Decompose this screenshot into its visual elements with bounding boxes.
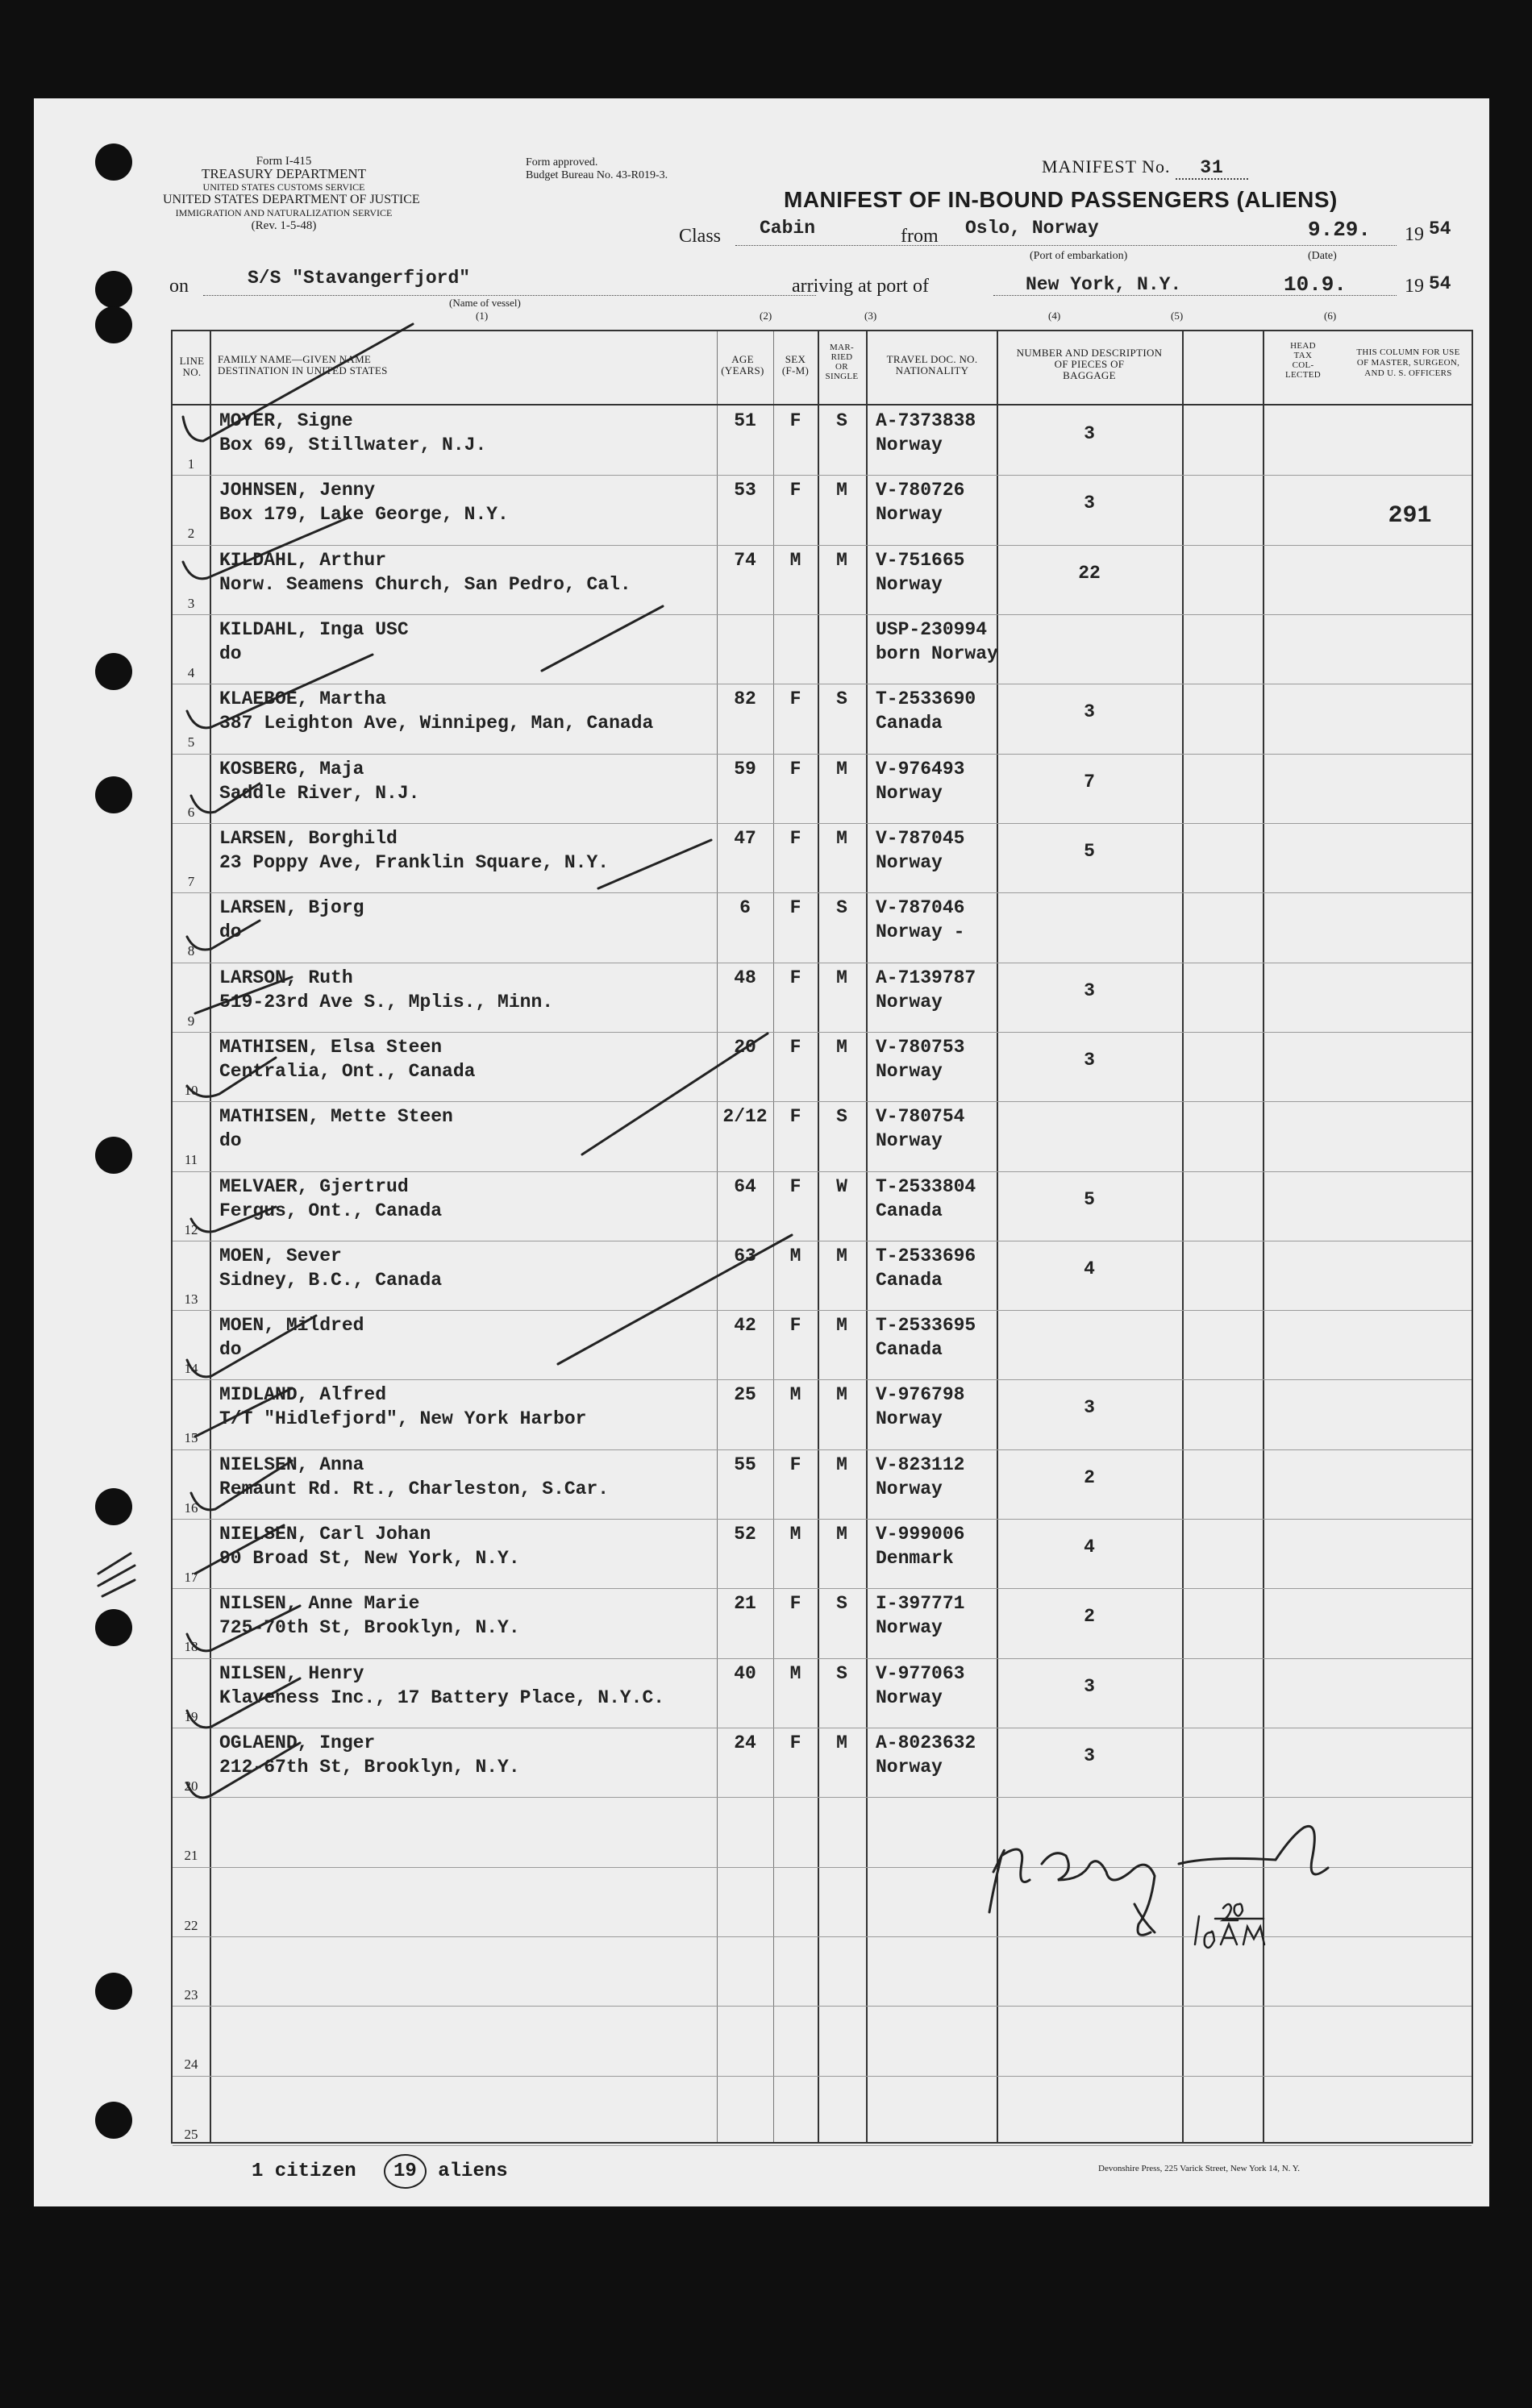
passenger-sex: F [789,1175,801,1197]
hdr-head-tax: HEAD TAX COL- LECTED [1285,341,1321,380]
baggage-count: 22 [1078,562,1101,584]
nationality: Norway [876,782,943,804]
passenger-name: MATHISEN, Mette Steen [219,1106,453,1128]
passenger-destination: do [219,921,242,943]
nationality: Norway [876,435,943,455]
travel-doc-number: A-7373838 [876,410,976,431]
passenger-name: MIDLAND, Alfred [219,1384,387,1406]
col-num-5: (5) [1171,310,1184,322]
passenger-sex: F [789,1315,801,1337]
marital-status: M [836,1315,847,1337]
passenger-name: MATHISEN, Elsa Steen [219,1036,443,1058]
passenger-age: 82 [734,688,756,710]
passenger-sex: F [789,480,801,501]
row-line-number: 12 [184,1221,198,1237]
nationality: Norway [876,1408,943,1430]
marital-status: M [836,1524,847,1545]
table-row [173,1032,1472,1102]
class-line: Class [679,226,722,247]
depart-date: 9.29. [1308,218,1372,242]
passenger-sex: M [789,549,801,571]
passenger-destination: do [219,643,242,664]
travel-doc-number: V-751665 [876,549,965,571]
table-row [173,405,1472,476]
passenger-sex: M [789,1524,801,1545]
row-line-number: 22 [184,1917,198,1933]
passenger-destination: do [219,1130,242,1152]
nationality: Canada [876,1269,943,1291]
baggage-count: 3 [1084,979,1095,1001]
travel-doc-number: T-2533804 [876,1175,976,1197]
travel-doc-number: V-976798 [876,1384,965,1406]
form-number: Form I-415 [256,155,312,168]
passenger-destination: Norw. Seamens Church, San Pedro, Cal. [219,573,631,595]
table-row [173,1310,1472,1380]
passenger-name: KILDAHL, Arthur [219,549,387,571]
citizen-count: 1 citizen [252,2161,356,2182]
ins-service: IMMIGRATION AND NATURALIZATION SERVICE [175,207,393,218]
baggage-count: 2 [1084,1606,1095,1628]
passenger-age: 59 [734,758,756,780]
hdr-sex: SEX (F-M) [781,353,810,376]
row-line-number: 13 [184,1291,198,1307]
marital-status: M [836,1036,847,1058]
travel-doc-number: A-7139787 [876,967,976,988]
officer-note: 291 [1388,502,1432,530]
marital-status: M [836,758,847,780]
marital-status: S [836,1106,847,1128]
row-line-number: 6 [187,804,195,820]
passenger-age: 6 [739,897,751,919]
footer-totals [252,2154,508,2189]
passenger-name: NILSEN, Henry [219,1662,364,1684]
travel-doc-number: V-999006 [876,1524,965,1545]
passenger-name: MOYER, Signe [219,410,353,431]
col-num-4: (4) [1048,310,1061,322]
travel-doc-number: T-2533695 [876,1315,976,1337]
travel-doc-number: V-780726 [876,480,965,501]
baggage-count: 3 [1084,493,1095,514]
nationality: Norway [876,1478,943,1499]
passenger-destination: Remaunt Rd. Rt., Charleston, S.Car. [219,1478,610,1499]
treasury-dept: TREASURY DEPARTMENT [201,166,367,181]
passenger-sex: F [789,1732,801,1754]
passenger-destination: Box 69, Stillwater, N.J. [219,435,487,455]
passenger-destination: Centralia, Ont., Canada [219,1060,476,1082]
row-line-number: 21 [184,1848,198,1864]
form-agency-block [163,155,420,232]
row-line-number: 25 [184,2126,198,2142]
class-value: Cabin [760,218,816,239]
travel-doc-number: I-397771 [876,1593,965,1615]
passenger-name: LARSEN, Borghild [219,827,398,849]
passenger-age: 63 [734,1245,756,1266]
baggage-count: 3 [1084,1675,1095,1697]
nationality: Canada [876,1200,943,1221]
row-line-number: 3 [187,595,195,611]
passenger-age: 2/12 [722,1106,768,1128]
customs-service: UNITED STATES CUSTOMS SERVICE [202,181,365,193]
scribble-17 [98,1553,135,1596]
passenger-sex: M [789,1662,801,1684]
passenger-name: KILDAHL, Inga USC [219,618,409,640]
baggage-count: 3 [1084,1049,1095,1071]
justice-dept: UNITED STATES DEPARTMENT OF JUSTICE [163,193,420,206]
nationality: Norway [876,1757,943,1778]
table-row [173,754,1472,824]
passenger-sex: F [789,758,801,780]
marital-status: S [836,1593,847,1615]
passenger-sex: M [789,1384,801,1406]
travel-doc-number: V-787045 [876,827,965,849]
table-row [173,2076,1472,2146]
table-row [173,823,1472,893]
passenger-sex: F [789,410,801,431]
punch-hole-8 [95,1609,132,1646]
row-line-number: 19 [184,1708,198,1724]
baggage-count: 2 [1084,1466,1095,1488]
baggage-count: 4 [1084,1537,1095,1558]
aliens-count: 19 [384,2154,427,2189]
hdr-line-no: LINE NO. [179,355,205,378]
table-row [173,963,1472,1033]
passenger-name: OGLAEND, Inger [219,1732,376,1754]
row-line-number: 20 [184,1778,198,1795]
punch-hole-4 [95,653,132,690]
marital-status: W [836,1175,847,1197]
row-line-number: 18 [184,1639,198,1655]
baggage-count: 3 [1084,701,1095,723]
passenger-age: 25 [734,1384,756,1406]
marital-status: M [836,1732,847,1754]
hdr-name: FAMILY NAME—GIVEN NAME DESTINATION IN UNITED STATES [218,353,388,376]
travel-doc-number: V-780754 [876,1106,965,1128]
manifest-page [34,98,1489,2206]
table-row [173,1449,1472,1520]
passenger-name: JOHNSEN, Jenny [219,480,376,501]
table-row [173,1379,1472,1449]
nationality: Norway - [876,921,965,943]
passenger-destination: do [219,1339,242,1361]
printer-imprint: Devonshire Press, 225 Varick Street, New York 14, N. Y. [1098,2164,1301,2173]
nationality: Norway [876,1130,943,1152]
class-underline [735,245,1397,246]
from-label: from [901,226,939,247]
marital-status: S [836,688,847,710]
row-line-number: 14 [184,1361,198,1377]
punch-hole-5 [95,776,132,813]
passenger-name: MELVAER, Gjertrud [219,1175,409,1197]
passenger-sex: F [789,688,801,710]
passenger-sex: F [789,1036,801,1058]
table-row [173,1519,1472,1589]
revision: (Rev. 1-5-48) [251,219,317,232]
punch-hole-6 [95,1137,132,1174]
passenger-destination: Klaveness Inc., 17 Battery Place, N.Y.C. [219,1686,665,1708]
nationality: Norway [876,1686,943,1708]
nationality: Norway [876,1617,943,1639]
passenger-sex: F [789,1106,801,1128]
row-line-number: 15 [184,1430,198,1446]
passenger-name: NIELSEN, Anna [219,1454,364,1475]
travel-doc-number: A-8023632 [876,1732,976,1754]
passenger-name: NILSEN, Anne Marie [219,1593,420,1615]
passenger-name: MOEN, Sever [219,1245,342,1266]
passenger-name: KOSBERG, Maja [219,758,364,780]
marital-status: M [836,1384,847,1406]
row-line-number: 7 [187,873,195,889]
row-line-number: 4 [187,664,195,680]
passenger-sex: F [789,1593,801,1615]
baggage-count: 5 [1084,840,1095,862]
on-label: on [169,276,189,297]
nationality: Norway [876,851,943,873]
budget-bureau: Budget Bureau No. 43-R019-3. [526,169,668,181]
nationality: Denmark [876,1548,954,1570]
punch-hole-2 [95,271,132,308]
baggage-count: 3 [1084,423,1095,444]
hdr-age: AGE (YEARS) [721,353,764,376]
hdr-travel-doc: TRAVEL DOC. NO. NATIONALITY [886,353,978,376]
passenger-destination: 519-23rd Ave S., Mplis., Minn. [219,991,554,1013]
date-caption: (Date) [1308,250,1337,262]
baggage-count: 5 [1084,1188,1095,1210]
marital-status: M [836,1245,847,1266]
passenger-age: 74 [734,549,756,571]
row-line-number: 24 [184,2057,198,2073]
travel-doc-number: USP-230994 [876,618,988,640]
marital-status: M [836,827,847,849]
row-line-number: 17 [184,1570,198,1586]
travel-doc-number: V-977063 [876,1662,965,1684]
col-num-3: (3) [864,310,877,322]
passenger-age: 40 [734,1662,756,1684]
punch-hole-1 [95,143,132,181]
nationality: Canada [876,1339,943,1361]
passenger-name: LARSEN, Bjorg [219,897,364,919]
arrival-port: New York, N.Y. [1026,274,1182,295]
table-row [173,892,1472,963]
row-line-number: 5 [187,734,195,751]
nationality: Norway [876,504,943,526]
passenger-age: 52 [734,1524,756,1545]
row-line-number: 10 [184,1082,198,1098]
form-approved: Form approved. [526,156,598,168]
table-row [173,1241,1472,1311]
row-line-number: 11 [184,1152,198,1168]
passenger-sex: M [789,1245,801,1266]
table-row [173,684,1472,754]
passenger-age: 21 [734,1593,756,1615]
arrival-year: 19 54 [1405,273,1451,297]
row-line-number: 23 [184,1987,198,2003]
marital-status: S [836,897,847,919]
hdr-baggage: NUMBER AND DESCRIPTION OF PIECES OF BAGGAGE [1016,347,1163,381]
punch-hole-9 [95,1973,132,2010]
inspector-signature [969,1775,1453,2017]
passenger-destination: Fergus, Ont., Canada [219,1200,443,1221]
passenger-sex: F [789,967,801,988]
col-num-2: (2) [760,310,772,322]
table-row [173,1171,1472,1241]
nationality: Norway [876,573,943,595]
baggage-count: 3 [1084,1397,1095,1419]
travel-doc-number: V-787046 [876,897,965,919]
passenger-destination: Box 179, Lake George, N.Y. [219,504,509,526]
col-num-6: (6) [1324,310,1337,322]
vessel-col-num: (1) [476,310,489,322]
marital-status: M [836,1454,847,1475]
passenger-name: LARSON, Ruth [219,967,353,988]
embark-port-caption: (Port of embarkation) [1030,250,1128,262]
passenger-age: 24 [734,1732,756,1754]
travel-doc-number: T-2533696 [876,1245,976,1266]
manifest-label: MANIFEST No. [1042,156,1171,177]
passenger-age: 48 [734,967,756,988]
hdr-married: MAR- RIED OR SINGLE [825,343,859,381]
aliens-label: aliens [438,2161,508,2182]
travel-doc-number: V-823112 [876,1454,965,1475]
punch-hole-3 [95,306,132,343]
table-row [173,1101,1472,1171]
baggage-count: 4 [1084,1258,1095,1279]
passenger-age: 64 [734,1175,756,1197]
row-line-number: 2 [187,526,195,542]
arriving-label: arriving at port of [792,276,929,297]
marital-status: M [836,549,847,571]
row-line-number: 8 [187,943,195,959]
travel-doc-number: V-780753 [876,1036,965,1058]
vessel-underline [203,295,816,296]
passenger-age: 47 [734,827,756,849]
table-row [173,475,1472,545]
passenger-destination: 90 Broad St, New York, N.Y. [219,1548,520,1570]
nationality: Canada [876,713,943,734]
passenger-sex: F [789,827,801,849]
table-row [173,1658,1472,1728]
manifest-number [1042,156,1248,180]
marital-status: M [836,967,847,988]
passenger-destination: Sidney, B.C., Canada [219,1269,443,1291]
passenger-name: MOEN, Mildred [219,1315,364,1337]
arrival-date: 10.9. [1284,272,1347,297]
marital-status: S [836,410,847,431]
table-row [173,545,1472,615]
manifest-no: 31 [1200,157,1224,178]
passenger-sex: F [789,897,801,919]
passenger-age: 53 [734,480,756,501]
page-title: MANIFEST OF IN-BOUND PASSENGERS (ALIENS) [784,187,1338,212]
row-line-number: 9 [187,1013,195,1029]
travel-doc-number: T-2533690 [876,688,976,710]
passenger-destination: 212-67th St, Brooklyn, N.Y. [219,1757,520,1778]
passenger-age: 20 [734,1036,756,1058]
baggage-count: 3 [1084,1745,1095,1767]
row-line-number: 16 [184,1499,198,1516]
punch-hole-7 [95,1488,132,1525]
passenger-name: NIELSEN, Carl Johan [219,1524,431,1545]
baggage-count: 7 [1084,771,1095,792]
passenger-sex: F [789,1454,801,1475]
passenger-age: 55 [734,1454,756,1475]
marital-status: M [836,480,847,501]
budget-block [526,156,668,182]
table-row [173,614,1472,684]
vessel-caption: (Name of vessel) [449,297,521,309]
hdr-officers: THIS COLUMN FOR USE OF MASTER, SURGEON, AND U. S. OFFICERS [1356,347,1460,378]
vessel-name: S/S "Stavangerfjord" [248,268,471,289]
embark-port: Oslo, Norway [965,218,1099,239]
passenger-destination: 387 Leighton Ave, Winnipeg, Man, Canada [219,713,654,734]
nationality: Norway [876,991,943,1013]
passenger-age: 42 [734,1315,756,1337]
marital-status: S [836,1662,847,1684]
nationality: Norway [876,1060,943,1082]
passenger-destination: 725-70th St, Brooklyn, N.Y. [219,1617,520,1639]
passenger-destination: 23 Poppy Ave, Franklin Square, N.Y. [219,851,610,873]
passenger-age: 51 [734,410,756,431]
travel-doc-number: V-976493 [876,758,965,780]
table-row [173,1588,1472,1658]
depart-year: 19 54 [1405,218,1451,245]
nationality: born Norway [876,643,998,664]
row-line-number: 1 [187,456,195,472]
punch-hole-10 [95,2102,132,2139]
passenger-name: KLAEBOE, Martha [219,688,387,710]
passenger-destination: T/T "Hidlefjord", New York Harbor [219,1408,587,1430]
passenger-destination: Saddle River, N.J. [219,782,420,804]
